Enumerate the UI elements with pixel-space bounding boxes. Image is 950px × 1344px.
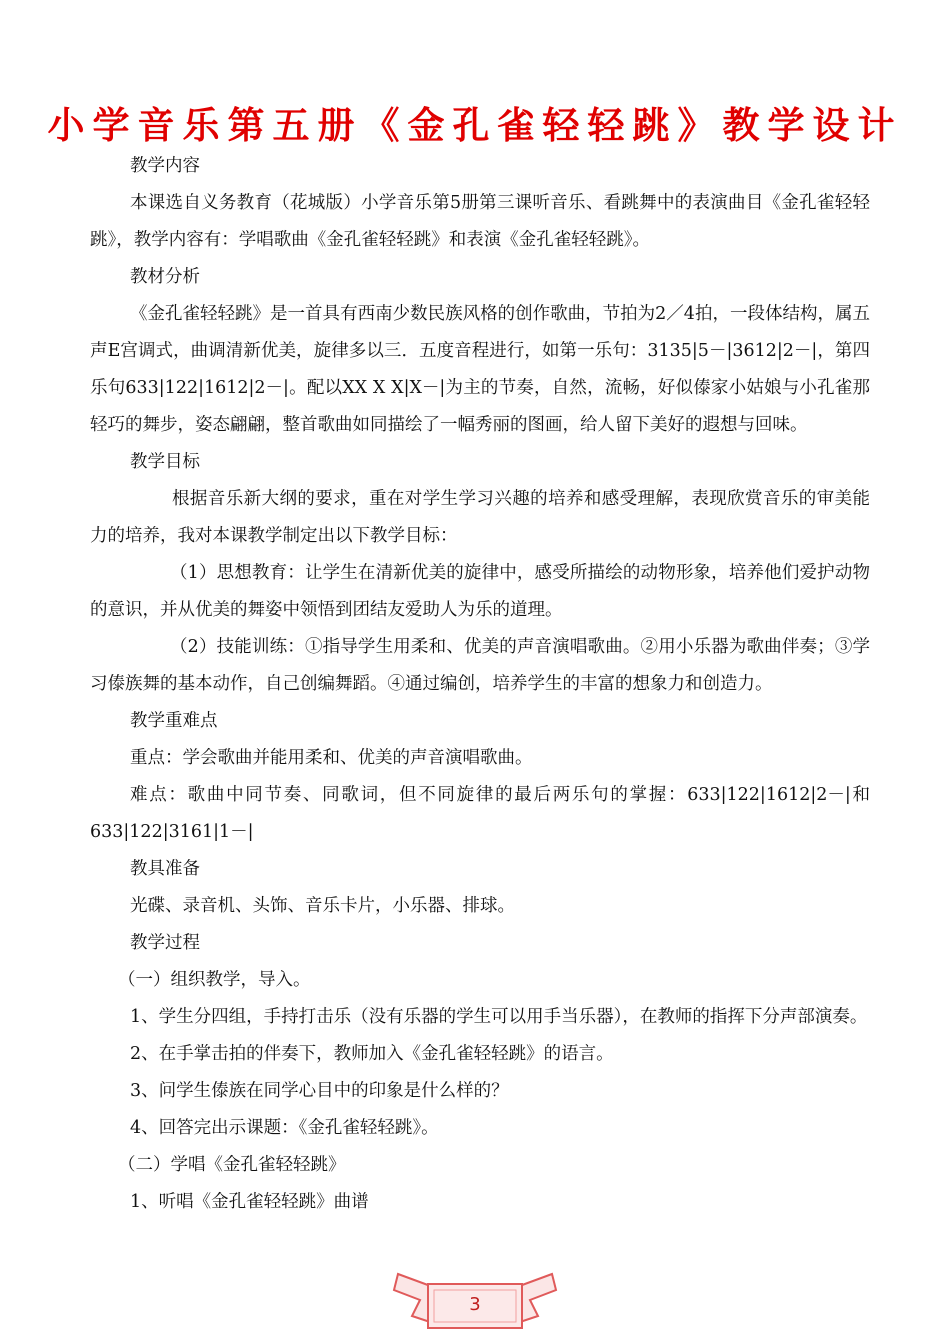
- paragraph: （2）技能训练：①指导学生用柔和、优美的声音演唱歌曲。②用小乐器为歌曲伴奏；③学习傣族舞的基本动作，自己创编舞蹈。④通过编创，培养学生的丰富的想象力和创造力。: [90, 637, 870, 694]
- paragraph: （一）组织教学，导入。: [118, 970, 311, 990]
- paragraph: 本课选自义务教育（花城版）小学音乐第5册第三课听音乐、看跳舞中的表演曲目《金孔雀轻轻跳》，教学内容有：学唱歌曲《金孔雀轻轻跳》和表演《金孔雀轻轻跳》。: [90, 193, 870, 250]
- paragraph: 教材分析: [130, 267, 200, 287]
- paragraph: 光碟、录音机、头饰、音乐卡片，小乐器、排球。: [130, 896, 515, 916]
- page-number: 3: [469, 1294, 481, 1315]
- paragraph: 教学内容: [130, 156, 200, 176]
- paragraph: 1、听唱《金孔雀轻轻跳》曲谱: [130, 1192, 369, 1212]
- paragraph: 教具准备: [130, 859, 200, 879]
- paragraph: 4、回答完出示课题：《金孔雀轻轻跳》。: [130, 1118, 439, 1138]
- paragraph: 教学目标: [130, 452, 200, 472]
- page-footer-badge: [390, 1268, 560, 1336]
- paragraph: （二）学唱《金孔雀轻轻跳》: [118, 1155, 346, 1175]
- document-title: 小学音乐第五册《金孔雀轻轻跳》教学设计: [47, 104, 903, 147]
- paragraph: 重点：学会歌曲并能用柔和、优美的声音演唱歌曲。: [130, 748, 533, 768]
- paragraph: 2、在手掌击拍的伴奏下，教师加入《金孔雀轻轻跳》的语言。: [130, 1044, 614, 1064]
- paragraph: （1）思想教育：让学生在清新优美的旋律中，感受所描绘的动物形象，培养他们爱护动物的意识，并从优美的舞姿中领悟到团结友爱助人为乐的道理。: [90, 563, 870, 620]
- paragraph: 教学过程: [130, 933, 200, 953]
- paragraph: 3、问学生傣族在同学心目中的印象是什么样的？: [130, 1081, 509, 1101]
- paragraph: 《金孔雀轻轻跳》是一首具有西南少数民族风格的创作歌曲，节拍为2／4拍，一段体结构，属五声E宫调式，曲调清新优美，旋律多以三．五度音程进行，如第一乐句：3135|5－|3612|2－|，第四乐句633|122|1612|2－|。配以XX X X|X－|为主的节奏，自然，流畅，好似傣家小姑娘与小孔雀那轻巧的舞步，姿态翩翩，整首歌曲如同描绘了一幅秀丽的图画，给人留下美好的遐想与回味。: [90, 304, 870, 435]
- paragraph: 教学重难点: [130, 711, 218, 731]
- document-body: [90, 148, 870, 1221]
- paragraph: 1、学生分四组，手持打击乐（没有乐器的学生可以用手当乐器），在教师的指挥下分声部演奏。: [130, 1007, 868, 1027]
- paragraph: 根据音乐新大纲的要求，重在对学生学习兴趣的培养和感受理解，表现欣赏音乐的审美能力的培养，我对本课教学制定出以下教学目标：: [90, 489, 870, 546]
- paragraph: 难点：歌曲中同节奏、同歌词，但不同旋律的最后两乐句的掌握：633|122|1612|2－|和633|122|3161|1－|: [90, 785, 870, 842]
